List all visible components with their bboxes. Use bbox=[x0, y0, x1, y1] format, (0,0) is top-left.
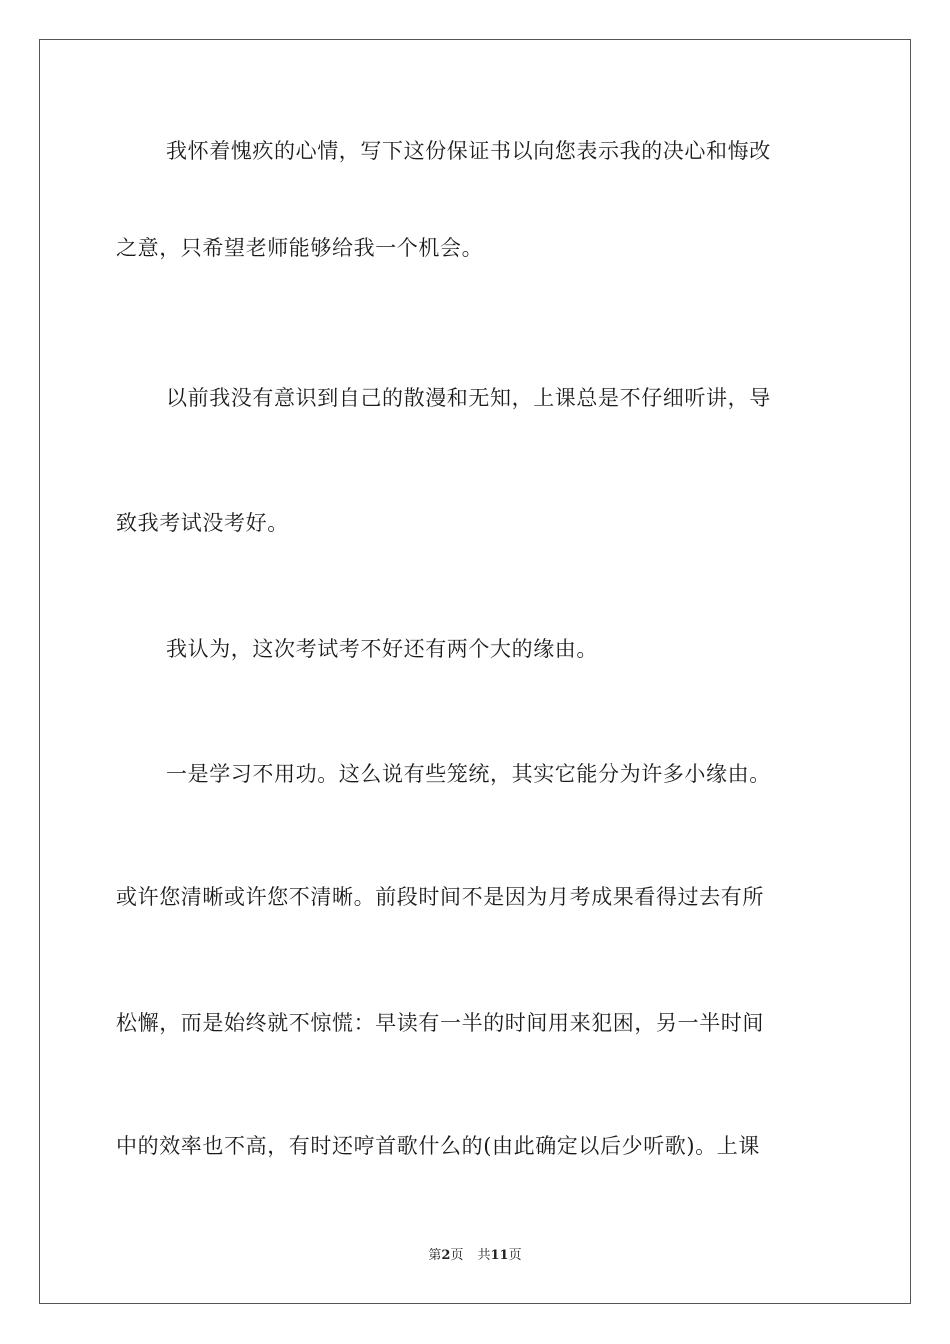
footer-total-number: 11 bbox=[490, 1248, 509, 1263]
page-border bbox=[39, 39, 911, 1304]
footer-page-number: 2 bbox=[441, 1248, 451, 1263]
footer-total-suffix: 页 bbox=[508, 1248, 522, 1263]
body-line-4: 致我考试没考好。 bbox=[116, 511, 289, 535]
footer-page-prefix: 第 bbox=[428, 1248, 442, 1263]
body-line-9: 中的效率也不高，有时还哼首歌什么的(由此确定以后少听歌)。上课 bbox=[116, 1134, 760, 1158]
body-line-3: 以前我没有意识到自己的散漫和无知，上课总是不仔细听讲，导 bbox=[166, 386, 771, 410]
page-footer bbox=[0, 1247, 950, 1265]
body-line-8: 松懈，而是始终就不惊慌：早读有一半的时间用来犯困，另一半时间 bbox=[116, 1011, 764, 1035]
footer-total-prefix: 共 bbox=[477, 1248, 491, 1263]
body-line-2: 之意，只希望老师能够给我一个机会。 bbox=[116, 236, 484, 260]
body-line-7: 或许您清晰或许您不清晰。前段时间不是因为月考成果看得过去有所 bbox=[116, 885, 764, 909]
body-line-6: 一是学习不用功。这么说有些笼统，其实它能分为许多小缘由。 bbox=[166, 762, 771, 786]
body-line-5: 我认为，这次考试考不好还有两个大的缘由。 bbox=[166, 637, 598, 661]
body-line-1: 我怀着愧疚的心情，写下这份保证书以向您表示我的决心和悔改 bbox=[166, 139, 771, 163]
footer-page-suffix: 页 bbox=[450, 1248, 464, 1263]
